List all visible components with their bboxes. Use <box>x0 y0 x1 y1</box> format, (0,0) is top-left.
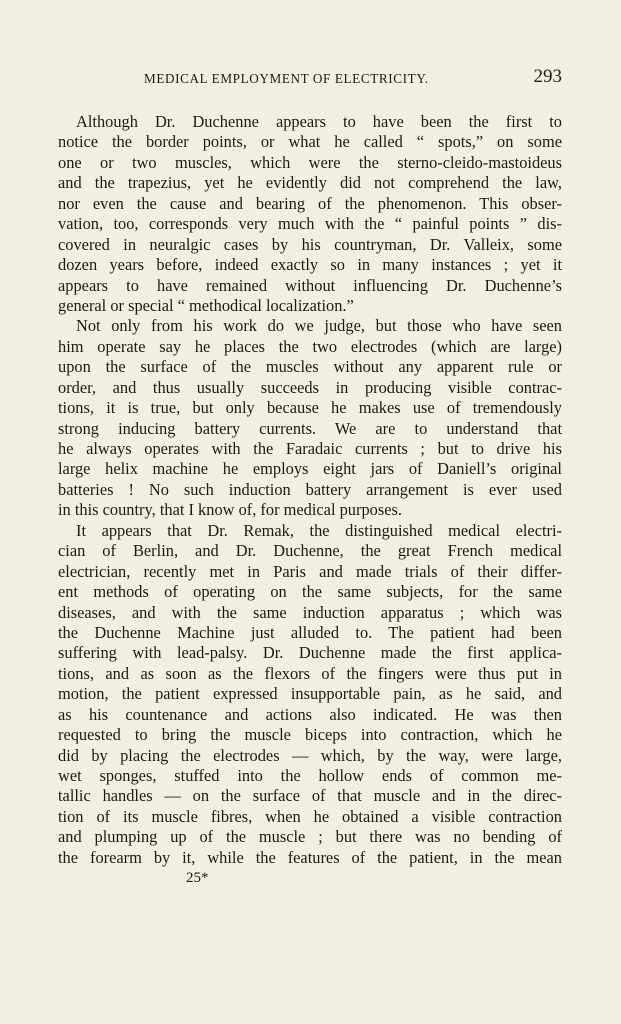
text-line: batteries ! No such induction battery arrangement is ever used <box>58 479 562 499</box>
text-line: the forearm by it, while the features of the patient, in the mean <box>58 847 562 867</box>
text-line: and the trapezius, yet he evidently did not comprehend the law, <box>58 173 562 193</box>
text-line: tions, it is true, but only because he makes use of tremendously <box>58 398 562 418</box>
text-line: suffering with lead-palsy. Dr. Duchenne made the first applica- <box>58 643 562 663</box>
text-line: tallic handles — on the surface of that muscle and in the direc- <box>58 786 562 806</box>
text-line: Not only from his work do we judge, but those who have seen <box>76 316 562 336</box>
text-line: as his countenance and actions also indicated. He was then <box>58 704 562 724</box>
text-line: diseases, and with the same induction apparatus ; which was <box>58 602 562 622</box>
body-text <box>58 112 562 889</box>
text-line: the Duchenne Machine just alluded to. The patient had been <box>58 622 562 642</box>
text-line: ent methods of operating on the same subjects, for the same <box>58 582 562 602</box>
text-line: general or special “ methodical localization.” <box>58 295 354 315</box>
page-number: 293 <box>533 66 562 87</box>
text-line: he always operates with the Faradaic currents ; but to drive his <box>58 439 562 458</box>
text-line: notice the border points, or what he called “ spots,” on some <box>58 132 562 152</box>
text-line: nor even the cause and bearing of the phenomenon. This obser- <box>58 193 562 213</box>
text-line: Although Dr. Duchenne appears to have been the first to <box>76 112 562 131</box>
text-line: requested to bring the muscle biceps into contraction, which he <box>58 725 562 745</box>
text-line: electrician, recently met in Paris and made trials of their differ- <box>58 561 562 581</box>
text-line: covered in neuralgic cases by his countryman, Dr. Valleix, some <box>58 234 562 254</box>
text-line: vation, too, corresponds very much with the “ painful points ” dis- <box>58 214 562 234</box>
text-line: It appears that Dr. Remak, the distinguished medical electri- <box>76 520 562 540</box>
text-line: and plumping up of the muscle ; but there was no bending of <box>58 827 562 847</box>
text-line: strong inducing battery currents. We are to understand that <box>58 418 562 438</box>
text-line: wet sponges, stuffed into the hollow ends of common me- <box>58 766 562 785</box>
text-line: upon the surface of the muscles without any apparent rule or <box>58 357 562 377</box>
text-line: cian of Berlin, and Dr. Duchenne, the great French medical <box>58 541 562 561</box>
text-line: tion of its muscle fibres, when he obtained a visible contraction <box>58 806 562 826</box>
text-line: tions, and as soon as the flexors of the fingers were thus put in <box>58 663 562 683</box>
text-line: him operate say he places the two electrodes (which are large) <box>58 336 562 356</box>
text-line: one or two muscles, which were the sterno-cleido-mastoideus <box>58 152 562 172</box>
signature-mark: 25* <box>186 870 209 887</box>
text-line: appears to have remained without influencing Dr. Duchenne’s <box>58 275 562 295</box>
page-header <box>58 66 562 90</box>
text-line: did by placing the electrodes — which, by the way, were large, <box>58 745 562 765</box>
text-line: order, and thus usually succeeds in producing visible contrac- <box>58 377 562 397</box>
running-title: MEDICAL EMPLOYMENT OF ELECTRICITY. <box>144 71 429 86</box>
text-line: in this country, that I know of, for medical purposes. <box>58 500 402 520</box>
text-line: large helix machine he employs eight jars of Daniell’s original <box>58 459 562 479</box>
text-line: motion, the patient expressed insupportable pain, as he said, and <box>58 684 562 704</box>
text-line: dozen years before, indeed exactly so in many instances ; yet it <box>58 255 562 275</box>
